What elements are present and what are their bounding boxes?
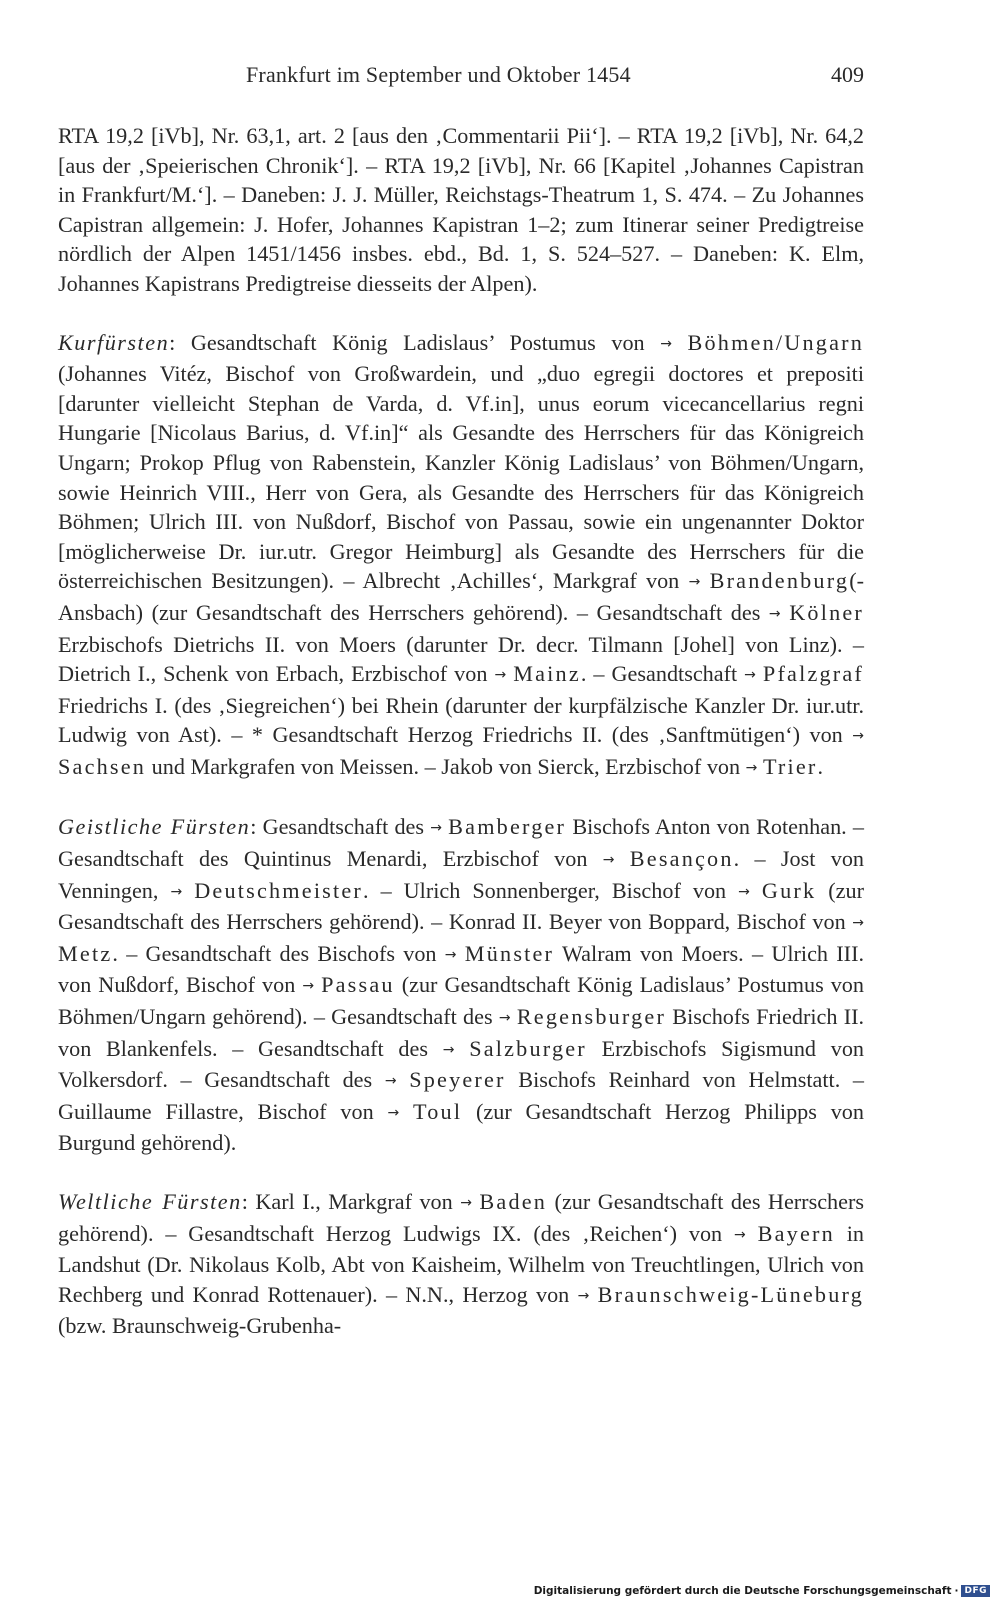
- cross-reference-term: Mainz: [513, 661, 581, 687]
- cross-reference-term: Regensburger: [516, 1004, 667, 1030]
- cross-reference-term: Gurk: [761, 877, 817, 903]
- cross-reference-arrow-icon: →: [688, 574, 701, 591]
- cross-reference-term: Metz: [58, 940, 113, 966]
- cross-reference-term: Kölner: [789, 599, 865, 625]
- main-text: [58, 121, 864, 1341]
- cross-reference-arrow-icon: →: [602, 852, 615, 869]
- paragraph-text: Gesandtschaft König Ladislaus’ Postumus von → Böhmen/Ungarn (Johannes Vitéz, Bischof von Großwardein, und „duo egregii doctores et prepositi [darunter vielleicht Stephan de Varda, d. Vf.in], unus eorum vicecancellarius regni Hungarie [Nicolaus Barius, d. Vf.in]“ als Gesandte des Herrschers für das Königreich Ungarn; Prokop Pflug von Rabenstein, Kanzler König Ladislaus’ von Böhmen/Ungarn, sowie Heinrich VIII., Herr von Gera, als Gesandte des Herrschers für das Königreich Böhmen; Ulrich III. von Nußdorf, Bischof von Passau, sowie ein ungenannter Doktor [möglicherweise Dr. iur.utr. Gregor Heimburg] als Gesandte des Herrschers für die österreichischen Besitzungen). – Albrecht ‚Achilles‘, Markgraf von → Brandenburg(-Ansbach) (zur Gesandtschaft des Herrschers gehörend). – Gesandtschaft des → Kölner Erzbischofs Dietrichs II. von Moers (darunter Dr. decr. Tilmann [Johel] von Linz). – Dietrich I., Schenk von Erbach, Erzbischof von → Mainz. – Gesandtschaft → Pfalzgraf Friedrichs I. (des ‚Siegreichen‘) bei Rhein (darunter der kurpfälzische Kanzler Dr. iur.utr. Ludwig von Ast). – * Gesandtschaft Herzog Friedrichs II. (des ‚Sanftmütigen‘) von → Sachsen und Markgrafen von Meissen. – Jakob von Sierck, Erzbischof von → Trier.: [58, 329, 865, 779]
- paragraph-geistliche-fuersten: Geistliche Fürsten: Gesandtschaft des → Bamberger Bischofs Anton von Rotenhan. – Gesandtschaft des Quintinus Menardi, Erzbischof von → Besançon. – Jost von Venningen, → Deutschmeister. – Ulrich Sonnenberger, Bischof von → Gurk (zur Gesandtschaft des Herrschers gehörend). – Konrad II. Beyer von Boppard, Bischof von → Metz. – Gesandtschaft des Bischofs von → Münster Walram von Moers. – Ulrich III. von Nußdorf, Bischof von → Passau (zur Gesandtschaft König Ladislaus’ Postumus von Böhmen/Ungarn gehörend). – Gesandtschaft des → Regensburger Bischofs Friedrich II. von Blankenfels. – Gesandtschaft des → Salzburger Erzbischofs Sigismund von Volkersdorf. – Gesandtschaft des → Speyerer Bischofs Reinhard von Helmstatt. – Guillaume Fillastre, Bischof von → Toul (zur Gesandtschaft Herzog Philipps von Burgund gehörend).: [58, 814, 865, 1156]
- cross-reference-arrow-icon: →: [460, 1195, 472, 1211]
- cross-reference-arrow-icon: →: [442, 1041, 455, 1058]
- cross-reference-term: Bayern: [757, 1220, 835, 1246]
- cross-reference-arrow-icon: →: [302, 978, 315, 995]
- cross-reference-term: Bamberger: [448, 814, 567, 840]
- cross-reference-arrow-icon: →: [494, 667, 507, 684]
- cross-reference-term: Pfalzgraf: [762, 661, 865, 687]
- paragraph-kurfuersten: Kurfürsten: Gesandtschaft König Ladislaus’ Postumus von → Böhmen/Ungarn (Johannes Vitéz, Bischof von Großwardein, und „duo egregii doctores et prepositi [darunter vielleicht Stephan de Varda, d. Vf.in], unus eorum vicecancellarius regni Hungarie [Nicolaus Barius, d. Vf.in]“ als Gesandte des Herrschers für das Königreich Ungarn; Prokop Pflug von Rabenstein, Kanzler König Ladislaus’ von Böhmen/Ungarn, sowie Heinrich VIII., Herr von Gera, als Gesandte des Herrschers für das Königreich Böhmen; Ulrich III. von Nußdorf, Bischof von Passau, sowie ein ungenannter Doktor [möglicherweise Dr. iur.utr. Gregor Heimburg] als Gesandte des Herrschers für die österreichischen Besitzungen). – Albrecht ‚Achilles‘, Markgraf von → Brandenburg(-Ansbach) (zur Gesandtschaft des Herrschers gehörend). – Gesandtschaft des → Kölner Erzbischofs Dietrichs II. von Moers (darunter Dr. decr. Tilmann [Johel] von Linz). – Dietrich I., Schenk von Erbach, Erzbischof von → Mainz. – Gesandtschaft → Pfalzgraf Friedrichs I. (des ‚Siegreichen‘) bei Rhein (darunter der kurpfälzische Kanzler Dr. iur.utr. Ludwig von Ast). – * Gesandtschaft Herzog Friedrichs II. (des ‚Sanftmütigen‘) von → Sachsen und Markgrafen von Meissen. – Jakob von Sierck, Erzbischof von → Trier.: [58, 329, 865, 779]
- cross-reference-arrow-icon: →: [430, 820, 442, 837]
- section-label: Weltliche Fürsten: [58, 1189, 242, 1214]
- cross-reference-arrow-icon: →: [577, 1287, 590, 1304]
- section-label: Kurfürsten: [58, 329, 170, 355]
- cross-reference-arrow-icon: →: [768, 605, 781, 622]
- cross-reference-term: Trier: [762, 753, 818, 779]
- cross-reference-term: Braunschweig-Lüneburg: [597, 1281, 864, 1307]
- digitization-footer: Digitalisierung gefördert durch die Deutsche Forschungsgemeinschaft · DFG: [534, 1581, 990, 1601]
- footer-text: Digitalisierung gefördert durch die Deutsche Forschungsgemeinschaft: [533, 1585, 952, 1597]
- cross-reference-term: Baden: [479, 1189, 548, 1214]
- page-header: [58, 62, 864, 92]
- cross-reference-arrow-icon: →: [660, 335, 672, 352]
- cross-reference-arrow-icon: →: [170, 883, 183, 900]
- cross-reference-term: Besançon: [629, 846, 734, 872]
- paragraph-sources: [58, 121, 864, 299]
- cross-reference-term: Sachsen: [58, 753, 147, 779]
- cross-reference-term: Speyerer: [409, 1067, 506, 1093]
- cross-reference-arrow-icon: →: [498, 1010, 511, 1027]
- section-label: Geistliche Fürsten: [58, 814, 251, 840]
- cross-reference-arrow-icon: →: [384, 1073, 397, 1090]
- paragraph-weltliche-fuersten: Weltliche Fürsten: Karl I., Markgraf von → Baden (zur Gesandtschaft des Herrschers gehörend). – Gesandtschaft Herzog Ludwigs IX. (des ‚Reichen‘) von → Bayern in Landshut (Dr. Nikolaus Kolb, Abt von Kaisheim, Wilhelm von Treuchtlingen, Ulrich von Rechberg und Konrad Rottenauer). – N.N., Herzog von → Braunschweig-Lüneburg (bzw. Braunschweig-Grubenha-: [58, 1189, 865, 1339]
- cross-reference-term: Toul: [413, 1098, 463, 1124]
- paragraph-text: Gesandtschaft des → Bamberger Bischofs Anton von Rotenhan. – Gesandtschaft des Quintinus Menardi, Erzbischof von → Besançon. – Jost von Venningen, → Deutschmeister. – Ulrich Sonnenberger, Bischof von → Gurk (zur Gesandtschaft des Herrschers gehörend). – Konrad II. Beyer von Boppard, Bischof von → Metz. – Gesandtschaft des Bischofs von → Münster Walram von Moers. – Ulrich III. von Nußdorf, Bischof von → Passau (zur Gesandtschaft König Ladislaus’ Postumus von Böhmen/Ungarn gehörend). – Gesandtschaft des → Regensburger Bischofs Friedrich II. von Blankenfels. – Gesandtschaft des → Salzburger Erzbischofs Sigismund von Volkersdorf. – Gesandtschaft des → Speyerer Bischofs Reinhard von Helmstatt. – Guillaume Fillastre, Bischof von → Toul (zur Gesandtschaft Herzog Philipps von Burgund gehörend).: [58, 814, 865, 1156]
- cross-reference-term: Brandenburg: [709, 568, 850, 594]
- cross-reference-arrow-icon: →: [745, 759, 758, 776]
- cross-reference-term: Salzburger: [469, 1035, 587, 1061]
- cross-reference-arrow-icon: →: [387, 1104, 400, 1121]
- paragraph-text: RTA 19,2 [iVb], Nr. 63,1, art. 2 [aus den ‚Commentarii Pii‘]. – RTA 19,2 [iVb], Nr. 64,2 [aus der ‚Speierischen Chronik‘]. – RTA 19,2 [iVb], Nr. 66 [Kapitel ‚Johannes Capistran in Frankfurt/M.‘]. – Daneben: J. J. Müller, Reichstags-Theatrum 1, S. 474. – Zu Johannes Capistran allgemein: J. Hofer, Johannes Kapistran 1–2; zum Itinerar seiner Predigtreise nördlich der Alpen 1451/1456 insbes. ebd., Bd. 1, S. 524–527. – Daneben: K. Elm, Johannes Kapistrans Predigtreise diesseits der Alpen).: [58, 123, 864, 296]
- paragraph-text: Karl I., Markgraf von → Baden (zur Gesandtschaft des Herrschers gehörend). – Gesandtschaft Herzog Ludwigs IX. (des ‚Reichen‘) von → Bayern in Landshut (Dr. Nikolaus Kolb, Abt von Kaisheim, Wilhelm von Treuchtlingen, Ulrich von Rechberg und Konrad Rottenauer). – N.N., Herzog von → Braunschweig-Lüneburg (bzw. Braunschweig-Grubenha-: [58, 1189, 865, 1339]
- cross-reference-term: Passau: [321, 972, 395, 998]
- cross-reference-term: Münster: [464, 940, 555, 966]
- dfg-logo: DFG: [961, 1585, 990, 1597]
- cross-reference-arrow-icon: →: [852, 915, 864, 932]
- cross-reference-arrow-icon: →: [734, 1226, 746, 1243]
- page-number: 409: [831, 62, 864, 87]
- cross-reference-term: Deutschmeister: [194, 877, 364, 903]
- running-title: Frankfurt im September und Oktober 1454: [246, 62, 631, 87]
- cross-reference-term: Böhmen/Ungarn: [687, 329, 865, 355]
- cross-reference-arrow-icon: →: [444, 946, 457, 963]
- cross-reference-arrow-icon: →: [738, 883, 750, 900]
- cross-reference-arrow-icon: →: [744, 667, 756, 684]
- cross-reference-arrow-icon: →: [852, 728, 864, 745]
